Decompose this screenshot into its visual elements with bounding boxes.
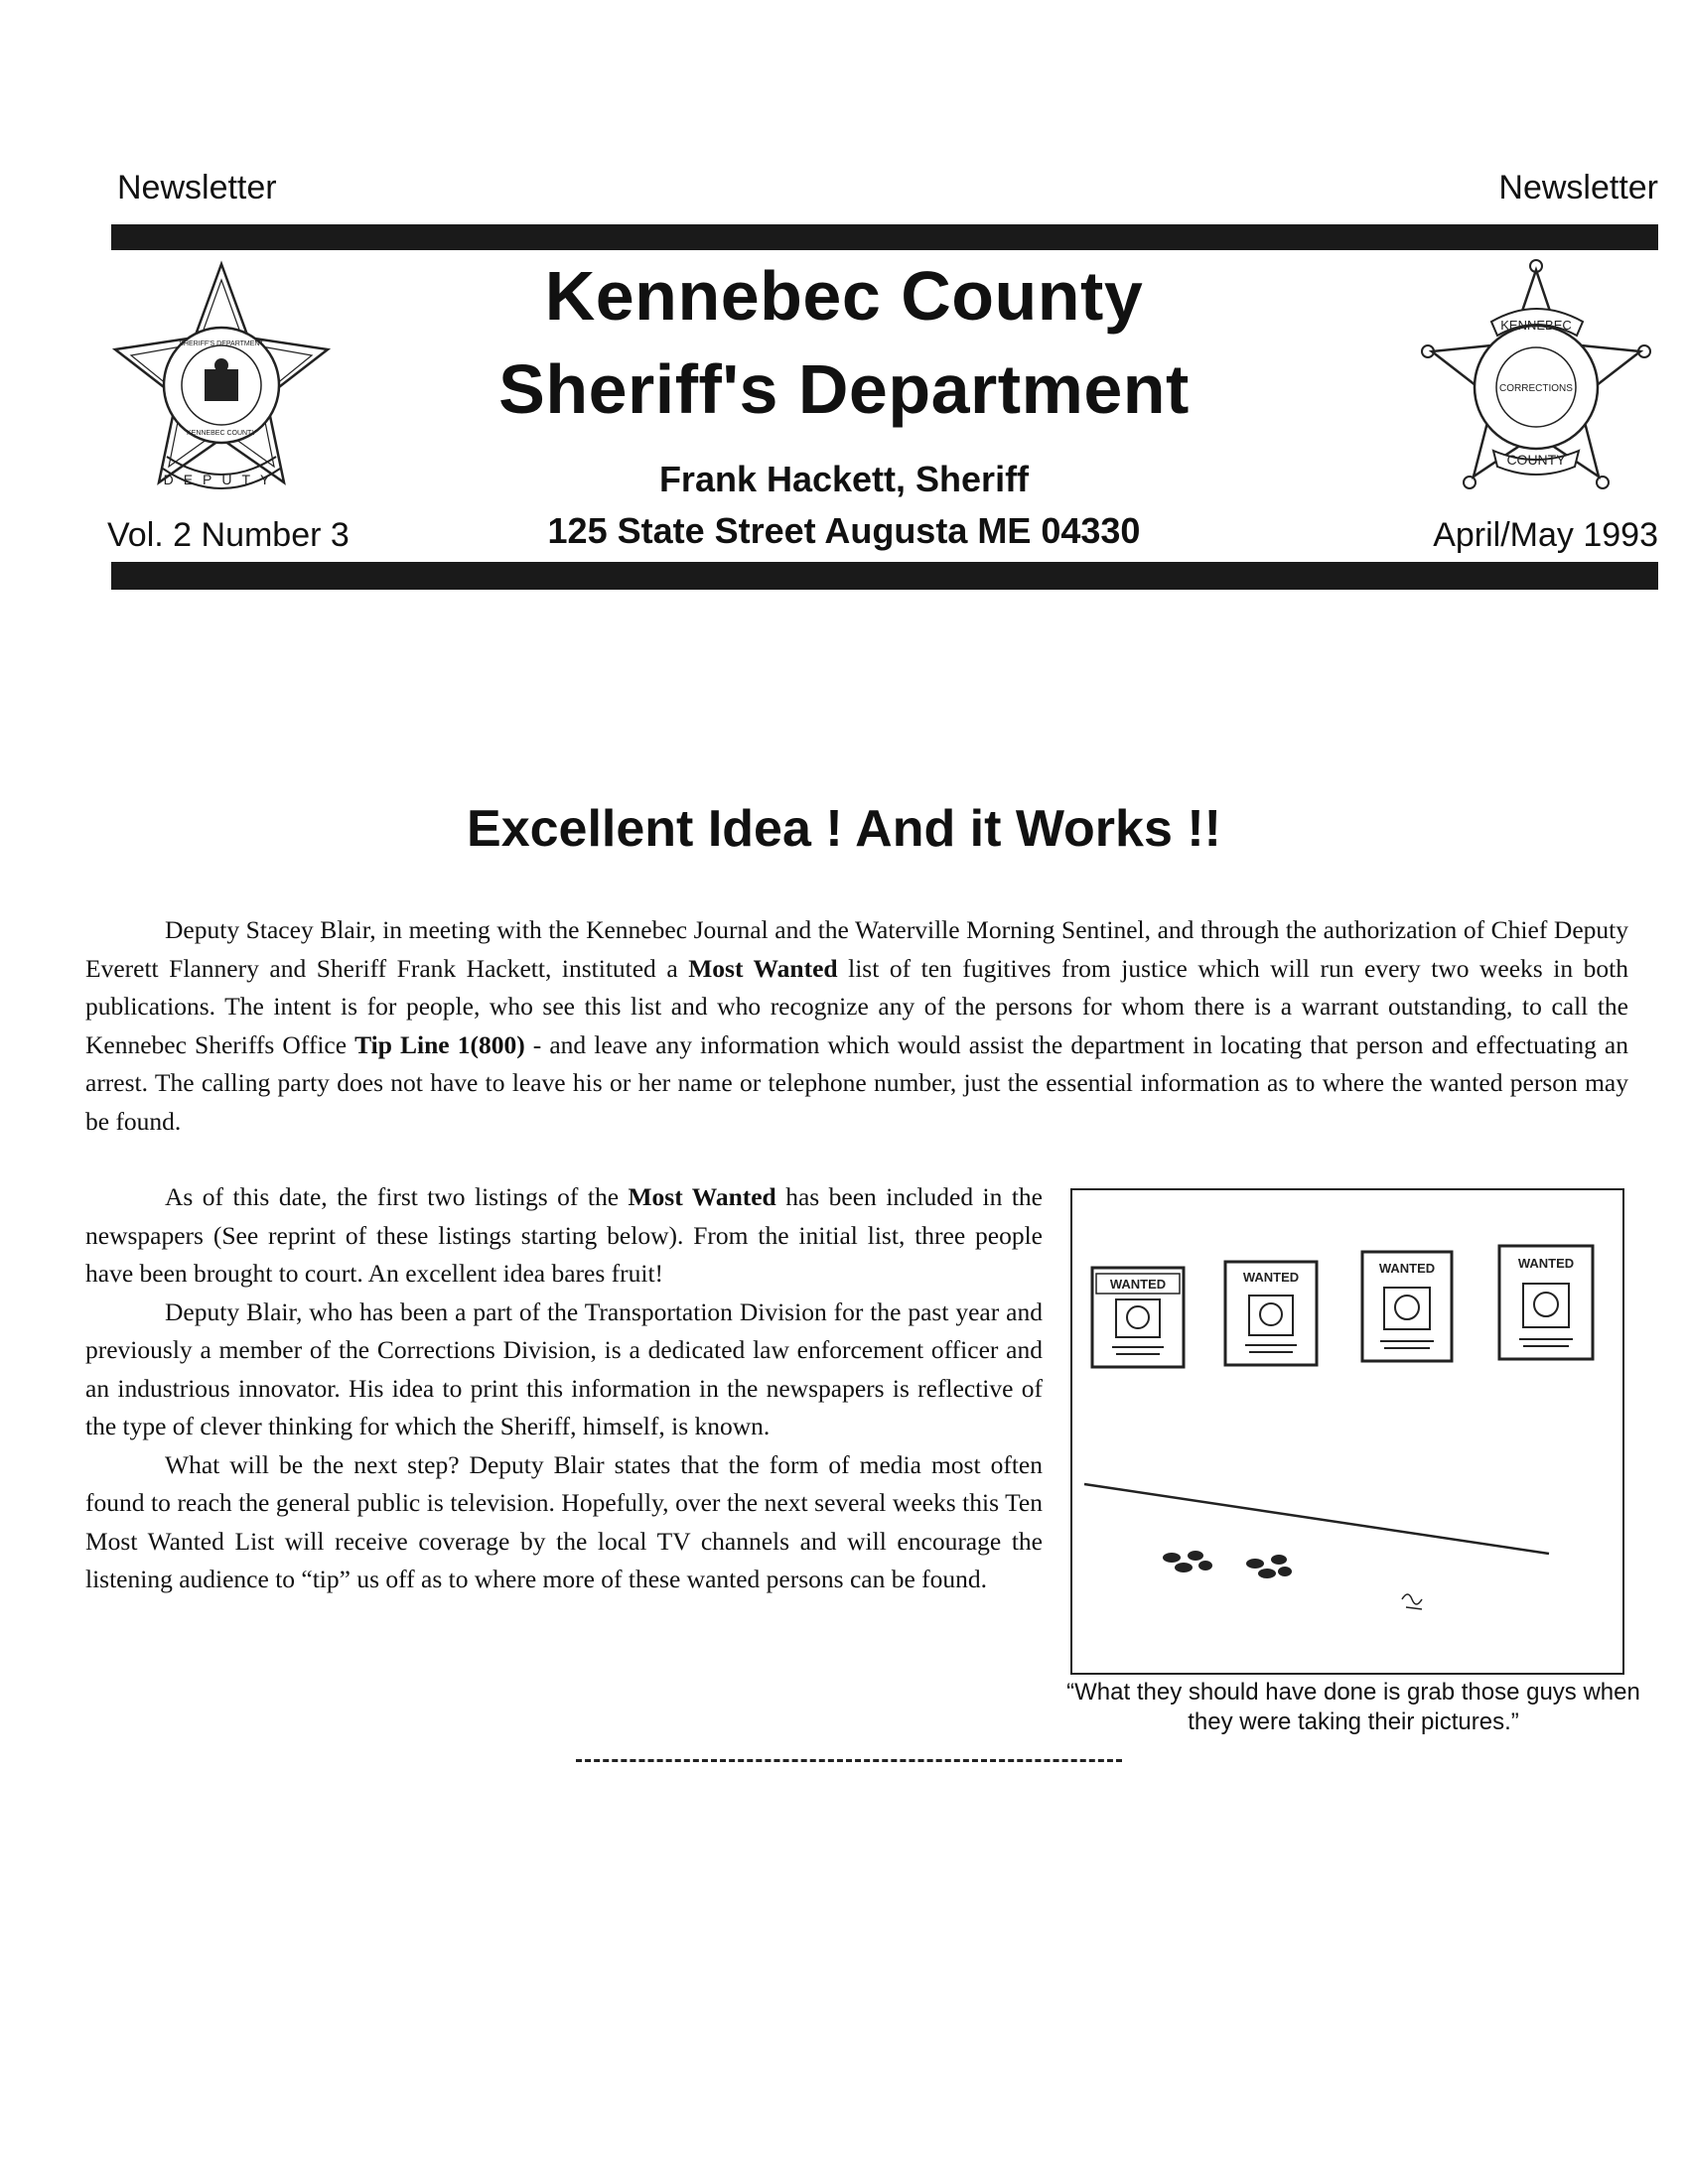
svg-text:WANTED: WANTED: [1242, 1270, 1300, 1285]
corrections-ribbon-text: COUNTY: [1506, 452, 1566, 468]
footprints: [1163, 1551, 1292, 1578]
article-headline: Excellent Idea ! And it Works !!: [467, 800, 1221, 858]
header-top-rule: [111, 224, 1658, 250]
wanted-poster-1: [1092, 1268, 1184, 1367]
date-label: April/May 1993: [1433, 516, 1658, 554]
sheriff-name: Frank Hackett, Sheriff: [658, 459, 1030, 499]
artist-signature: [1402, 1594, 1422, 1609]
article-left-column: [85, 1178, 1043, 1599]
corrections-badge-top-text: KENNEBEC: [1500, 318, 1572, 333]
deputy-ribbon-text: DEPUTY: [163, 472, 280, 487]
deputy-badge-bottom-text: KENNEBEC COUNTY: [186, 430, 257, 437]
wanted-poster-2: [1225, 1262, 1317, 1365]
newsletter-label-right: Newsletter: [1498, 169, 1658, 206]
floor-line: [1084, 1484, 1549, 1554]
title-line-2: Sheriff's Department: [498, 350, 1190, 428]
article-paragraph-4: What will be the next step? Deputy Blair states that the form of media most often found to reach the general public is television. Hopefully, over the next several weeks this Ten Most Wanted List will receive coverage by the local TV channels and will encourage the listening audience to “tip” us off as to where more of these wanted persons can be found.: [85, 1449, 1043, 1593]
article-paragraph-2: As of this date, the first two listings of the Most Wanted has been included in the newspapers (See reprint of these listings starting below). From the initial list, three people have been brought to court. An excellent idea bares fruit!: [85, 1182, 1043, 1288]
volume-label: Vol. 2 Number 3: [107, 516, 350, 554]
header-bottom-rule: [111, 562, 1658, 590]
svg-text:WANTED: WANTED: [1378, 1261, 1436, 1276]
cartoon-caption: “What they should have done is grab those guys when they were taking their pictures.”: [1066, 1679, 1640, 1735]
address: 125 State Street Augusta ME 04330: [547, 510, 1141, 551]
svg-text:WANTED: WANTED: [1109, 1277, 1167, 1292]
newsletter-label-left: Newsletter: [117, 169, 277, 206]
article-paragraph-1: Deputy Stacey Blair, in meeting with the Kennebec Journal and the Waterville Morning Sentinel, and through the authorization of Chief Deputy Everett Flannery and Sheriff Frank Hackett, instituted a Most Wanted list of ten fugitives from justice which will run every two weeks in both publications. The intent is for people, who see this list and who recognize any of the persons for whom there is a warrant outstanding, to call the Kennebec Sheriffs Office Tip Line 1(800) - and leave any information which would assist the department in locating that person and effectuating an arrest. The calling party does not have to leave his or her name or telephone number, just the essential information as to where the wanted person may be found.: [85, 915, 1628, 1136]
deputy-badge-top-text: SHERIFF'S DEPARTMENT: [179, 341, 264, 347]
article-paragraph-3: Deputy Blair, who has been a part of the Transportation Division for the past year and previously a member of the Corrections Division, is a dedicated law enforcement officer and an industrious innovator. His idea to print this information in the newspapers is reflective of the type of clever thinking for which the Sheriff, himself, is known.: [85, 1297, 1043, 1440]
wanted-poster-3: [1362, 1252, 1452, 1361]
section-divider: [576, 1759, 1122, 1762]
wanted-posters-cartoon: [1070, 1188, 1624, 1675]
svg-text:WANTED: WANTED: [1517, 1256, 1575, 1271]
corrections-badge-ring-text: CORRECTIONS: [1499, 383, 1573, 394]
wanted-poster-4: [1499, 1246, 1593, 1359]
title-line-1: Kennebec County: [544, 257, 1144, 335]
